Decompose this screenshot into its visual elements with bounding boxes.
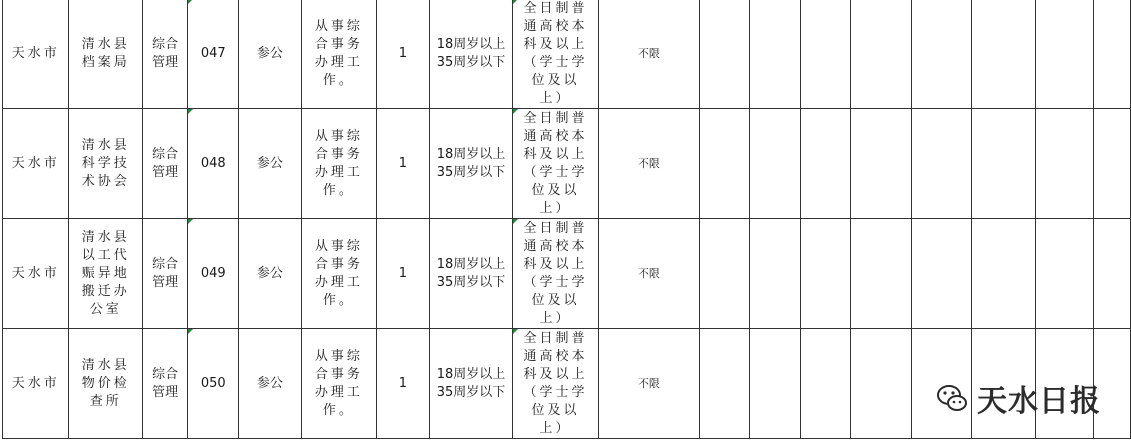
education-cell bbox=[513, 0, 598, 109]
category-text: 综合管理 bbox=[152, 256, 179, 290]
education-text: 全日制普通高校本科及以上（学士学位及以上） bbox=[523, 110, 588, 216]
type-cell bbox=[239, 219, 301, 329]
major-text: 不限 bbox=[637, 376, 660, 390]
type-text: 参公 bbox=[256, 45, 283, 61]
major-cell bbox=[598, 219, 699, 329]
education-text: 全日制普通高校本科及以上（学士学位及以上） bbox=[523, 0, 588, 106]
education-cell bbox=[513, 109, 598, 219]
duty-cell bbox=[301, 329, 376, 439]
count-cell bbox=[377, 219, 430, 329]
empty-cell bbox=[800, 0, 850, 109]
unit-text: 清水县科学技术协会 bbox=[81, 137, 130, 189]
positions-table bbox=[2, 0, 1131, 439]
city-text: 天水市 bbox=[11, 375, 60, 391]
empty-cell bbox=[1094, 109, 1131, 219]
education-cell bbox=[513, 329, 598, 439]
type-cell bbox=[239, 0, 301, 109]
unit-text: 清水县物价检查所 bbox=[81, 357, 130, 409]
empty-cell bbox=[971, 219, 1035, 329]
type-text: 参公 bbox=[256, 155, 283, 171]
age-text: 18周岁以上35周岁以下 bbox=[436, 146, 506, 180]
table-row bbox=[3, 0, 1131, 109]
empty-cell bbox=[1035, 0, 1093, 109]
education-text: 全日制普通高校本科及以上（学士学位及以上） bbox=[523, 220, 588, 326]
empty-cell bbox=[971, 109, 1035, 219]
count-cell bbox=[377, 109, 430, 219]
major-text: 不限 bbox=[637, 46, 660, 60]
empty-cell bbox=[971, 0, 1035, 109]
major-text: 不限 bbox=[637, 266, 660, 280]
count-cell bbox=[377, 0, 430, 109]
type-cell bbox=[239, 329, 301, 439]
empty-cell bbox=[800, 329, 850, 439]
code-cell bbox=[188, 329, 239, 439]
empty-cell bbox=[851, 0, 911, 109]
unit-cell bbox=[69, 109, 142, 219]
empty-cell bbox=[911, 0, 971, 109]
table-row bbox=[3, 219, 1131, 329]
empty-cell bbox=[911, 109, 971, 219]
empty-cell bbox=[750, 109, 800, 219]
empty-cell bbox=[800, 219, 850, 329]
unit-text: 清水县以工代赈异地搬迁办公室 bbox=[81, 229, 130, 317]
age-cell bbox=[429, 329, 513, 439]
city-cell bbox=[3, 109, 69, 219]
type-cell bbox=[239, 109, 301, 219]
unit-cell bbox=[69, 219, 142, 329]
age-cell bbox=[429, 109, 513, 219]
type-text: 参公 bbox=[256, 265, 283, 281]
code-cell bbox=[188, 219, 239, 329]
empty-cell bbox=[700, 0, 750, 109]
duty-text: 从事综合事务办理工作。 bbox=[314, 18, 363, 88]
count-text: 1 bbox=[398, 375, 408, 391]
city-cell bbox=[3, 219, 69, 329]
category-cell bbox=[142, 329, 187, 439]
empty-cell bbox=[911, 219, 971, 329]
count-text: 1 bbox=[398, 155, 408, 171]
city-cell bbox=[3, 329, 69, 439]
code-text: 049 bbox=[200, 265, 226, 281]
category-cell bbox=[142, 219, 187, 329]
empty-cell bbox=[700, 329, 750, 439]
category-text: 综合管理 bbox=[152, 366, 179, 400]
duty-cell bbox=[301, 0, 376, 109]
empty-cell bbox=[1094, 219, 1131, 329]
empty-cell bbox=[800, 109, 850, 219]
watermark-text: 天水日报 bbox=[977, 384, 1101, 419]
code-text: 048 bbox=[200, 155, 226, 171]
major-cell bbox=[598, 109, 699, 219]
duty-text: 从事综合事务办理工作。 bbox=[314, 348, 363, 418]
count-cell bbox=[377, 329, 430, 439]
empty-cell bbox=[851, 109, 911, 219]
education-text: 全日制普通高校本科及以上（学士学位及以上） bbox=[523, 330, 588, 436]
code-cell bbox=[188, 109, 239, 219]
type-text: 参公 bbox=[256, 375, 283, 391]
code-cell bbox=[188, 0, 239, 109]
empty-cell bbox=[750, 329, 800, 439]
category-text: 综合管理 bbox=[152, 146, 179, 180]
duty-cell bbox=[301, 219, 376, 329]
table-row bbox=[3, 109, 1131, 219]
count-text: 1 bbox=[398, 265, 408, 281]
count-text: 1 bbox=[398, 45, 408, 61]
empty-cell bbox=[1035, 219, 1093, 329]
age-cell bbox=[429, 219, 513, 329]
city-text: 天水市 bbox=[11, 265, 60, 281]
city-cell bbox=[3, 0, 69, 109]
age-cell bbox=[429, 0, 513, 109]
major-cell bbox=[598, 0, 699, 109]
age-text: 18周岁以上35周岁以下 bbox=[436, 256, 506, 290]
city-text: 天水市 bbox=[11, 45, 60, 61]
empty-cell bbox=[1035, 109, 1093, 219]
code-text: 047 bbox=[200, 45, 226, 61]
empty-cell bbox=[750, 0, 800, 109]
major-cell bbox=[598, 329, 699, 439]
empty-cell bbox=[1094, 0, 1131, 109]
empty-cell bbox=[851, 329, 911, 439]
duty-cell bbox=[301, 109, 376, 219]
empty-cell bbox=[700, 109, 750, 219]
duty-text: 从事综合事务办理工作。 bbox=[314, 128, 363, 198]
watermark bbox=[935, 380, 1101, 419]
education-cell bbox=[513, 219, 598, 329]
age-text: 18周岁以上35周岁以下 bbox=[436, 36, 506, 70]
unit-cell bbox=[69, 329, 142, 439]
city-text: 天水市 bbox=[11, 155, 60, 171]
category-text: 综合管理 bbox=[152, 36, 179, 70]
category-cell bbox=[142, 0, 187, 109]
empty-cell bbox=[750, 219, 800, 329]
code-text: 050 bbox=[200, 375, 226, 391]
duty-text: 从事综合事务办理工作。 bbox=[314, 238, 363, 308]
unit-cell bbox=[69, 0, 142, 109]
age-text: 18周岁以上35周岁以下 bbox=[436, 366, 506, 400]
empty-cell bbox=[700, 219, 750, 329]
major-text: 不限 bbox=[637, 156, 660, 170]
wechat-icon bbox=[935, 381, 969, 415]
empty-cell bbox=[851, 219, 911, 329]
unit-text: 清水县档案局 bbox=[81, 36, 130, 70]
category-cell bbox=[142, 109, 187, 219]
